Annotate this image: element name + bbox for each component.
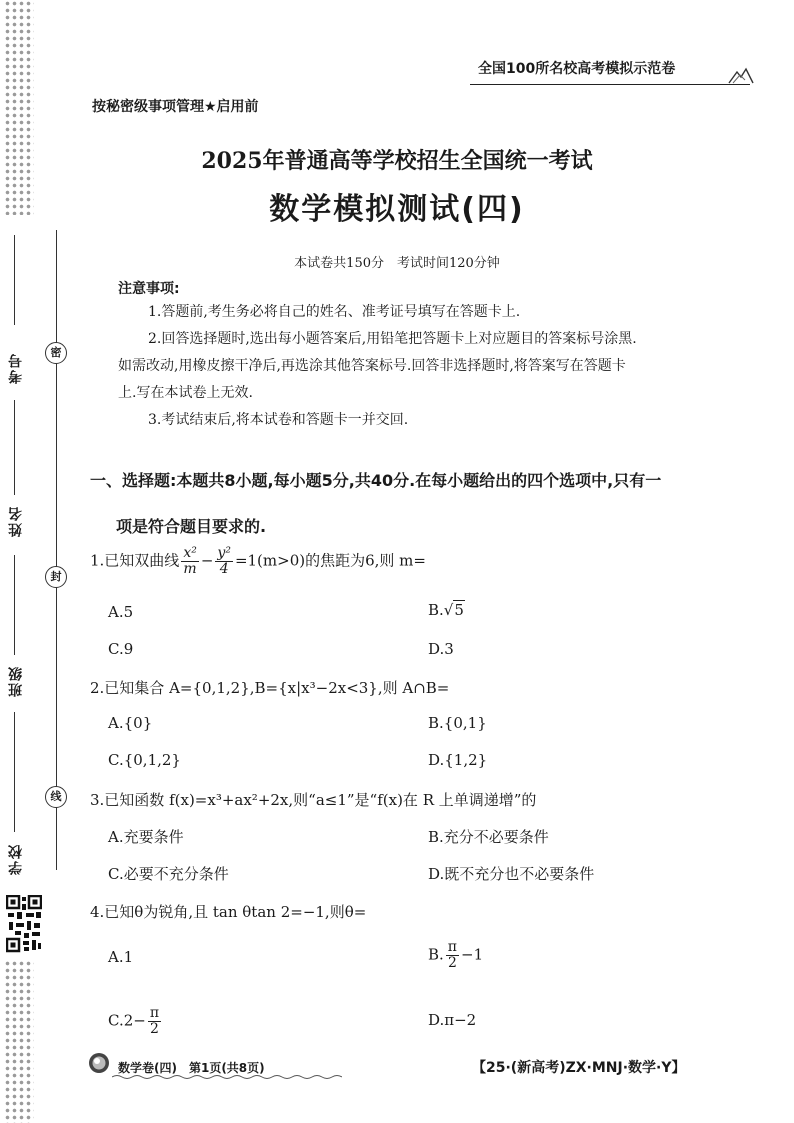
q4-option-b-fraction bbox=[446, 940, 459, 971]
q1-minus: − bbox=[200, 551, 214, 570]
seal-mi: 密 bbox=[45, 342, 67, 364]
q3-option-a: A.充要条件 bbox=[108, 828, 184, 846]
q4-option-a: A.1 bbox=[108, 948, 134, 966]
q1-prefix: 1.已知双曲线 bbox=[90, 551, 180, 570]
q1-option-c: C.9 bbox=[108, 640, 134, 658]
q1-option-b-sqrt: √5 bbox=[443, 601, 464, 619]
field-line-name bbox=[14, 400, 15, 495]
q1-suffix: =1(m>0)的焦距为6,则 m= bbox=[234, 551, 426, 570]
question-1-stem bbox=[90, 546, 426, 577]
exam-subtitle: 数学模拟测试(四) bbox=[269, 192, 525, 227]
q4-option-b-den: 2 bbox=[447, 955, 457, 971]
exam-meta: 本试卷共150分 考试时间120分钟 bbox=[294, 256, 500, 271]
footer-page-info: 数学卷(四) 第1页(共8页) bbox=[118, 1061, 265, 1075]
q1-option-a: A.5 bbox=[108, 603, 134, 621]
footer-wave-decoration bbox=[112, 1074, 342, 1080]
q2-option-d: D.{1,2} bbox=[428, 751, 488, 769]
section-heading-line1: 一、选择题:本题共8小题,每小题5分,共40分.在每小题给出的四个选项中,只有一 bbox=[90, 471, 662, 490]
q3-option-d: D.既不充分也不必要条件 bbox=[428, 865, 595, 883]
q4-option-b-prefix: B. bbox=[428, 945, 444, 964]
binding-seal-line bbox=[56, 230, 57, 870]
q4-option-c-prefix: C.2− bbox=[108, 1011, 146, 1030]
q4-option-c bbox=[108, 1006, 163, 1037]
q1-option-d: D.3 bbox=[428, 640, 454, 658]
qr-code-icon bbox=[6, 895, 42, 953]
binding-dots-top bbox=[4, 0, 34, 215]
q2-option-b: B.{0,1} bbox=[428, 714, 487, 732]
notice-item-2c: 上.写在本试卷上无效. bbox=[118, 385, 253, 401]
binding-dots-bottom bbox=[4, 960, 34, 1123]
q3-option-c: C.必要不充分条件 bbox=[108, 865, 229, 883]
notice-item-2b: 如需改动,用橡皮擦干净后,再选涂其他答案标号.回答非选择题时,将答案写在答题卡 bbox=[118, 358, 626, 374]
q1-frac2-den: 4 bbox=[219, 561, 229, 577]
label-school: 学校 bbox=[8, 843, 24, 875]
seal-feng: 封 bbox=[45, 566, 67, 588]
q2-option-c: C.{0,1,2} bbox=[108, 751, 181, 769]
q1-fraction-x bbox=[181, 546, 199, 577]
header-rule bbox=[470, 84, 750, 85]
label-exam-no: 考号 bbox=[8, 352, 24, 384]
q1-frac1-den: m bbox=[183, 561, 197, 577]
q1-fraction-y bbox=[215, 546, 233, 577]
q4-option-c-fraction bbox=[148, 1006, 161, 1037]
footer-code: 【25·(新高考)ZX·MNJ·数学·Y】 bbox=[472, 1060, 686, 1076]
notice-item-3: 3.考试结束后,将本试卷和答题卡一并交回. bbox=[148, 412, 409, 428]
question-2-stem: 2.已知集合 A={0,1,2},B={x|x³−2x<3},则 A∩B= bbox=[90, 679, 450, 697]
q1-option-b-prefix: B. bbox=[428, 601, 444, 619]
field-line-school bbox=[14, 712, 15, 832]
q4-option-b bbox=[428, 940, 483, 971]
label-class: 班级 bbox=[8, 665, 24, 697]
q4-option-b-suffix: −1 bbox=[461, 945, 484, 964]
q4-option-c-num: π bbox=[149, 1005, 160, 1021]
q4-option-b-num: π bbox=[447, 939, 457, 955]
question-4-stem: 4.已知θ为锐角,且 tan θtan 2=−1,则θ= bbox=[90, 903, 367, 921]
question-3-stem: 3.已知函数 f(x)=x³+ax²+2x,则“a≤1”是“f(x)在 R 上单调递增”的 bbox=[90, 791, 537, 809]
notice-body bbox=[118, 299, 728, 434]
exam-title: 2025年普通高等学校招生全国统一考试 bbox=[201, 148, 593, 174]
seal-xian: 线 bbox=[45, 786, 67, 808]
q3-option-b: B.充分不必要条件 bbox=[428, 828, 549, 846]
notice-item-1: 1.答题前,考生务必将自己的姓名、准考证号填写在答题卡上. bbox=[148, 304, 521, 320]
section-heading bbox=[90, 458, 760, 550]
q1-option-b bbox=[428, 601, 465, 619]
field-line-class bbox=[14, 555, 15, 655]
secrecy-label: 按秘密级事项管理★启用前 bbox=[92, 99, 259, 115]
q1-option-b-radicand: 5 bbox=[454, 601, 464, 619]
q1-frac1-num: x² bbox=[183, 545, 197, 561]
q2-option-a: A.{0} bbox=[108, 714, 153, 732]
section-heading-line2: 项是符合题目要求的. bbox=[116, 517, 267, 536]
q4-option-c-den: 2 bbox=[149, 1021, 159, 1037]
notice-item-2a: 2.回答选择题时,选出每小题答案后,用铅笔把答题卡上对应题目的答案标号涂黑. bbox=[148, 331, 637, 347]
school-logo-icon bbox=[88, 1052, 110, 1074]
q4-option-d: D.π−2 bbox=[428, 1011, 477, 1029]
series-title: 全国100所名校高考模拟示范卷 bbox=[478, 61, 676, 77]
label-name: 姓名 bbox=[8, 505, 24, 537]
q1-frac2-num: y² bbox=[217, 545, 231, 561]
mountain-logo-icon bbox=[728, 66, 754, 84]
field-line-exam-no bbox=[14, 235, 15, 325]
notice-heading: 注意事项: bbox=[118, 281, 180, 297]
